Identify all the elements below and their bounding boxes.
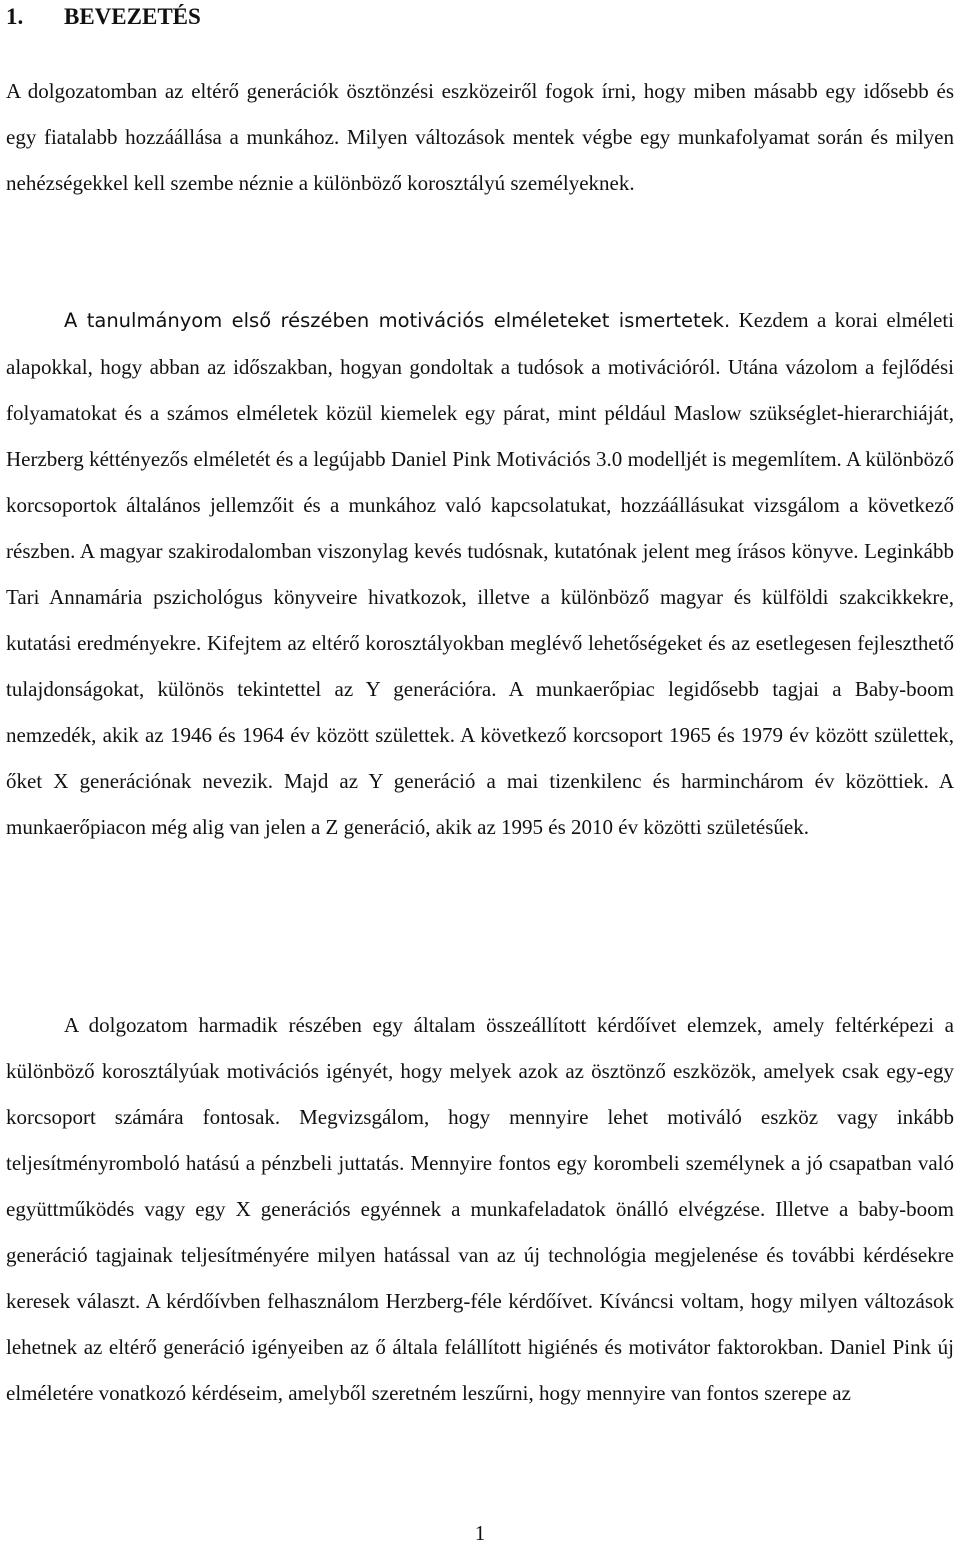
paragraph-questionnaire-text: A dolgozatom harmadik részében egy általam összeállított kérdőívet elemzek, amely feltérképezi a különböző korosztályúak motivációs igényét, hogy melyek azok az ösztönző eszközök, amelyek csak egy-egy korcsoport számára fontosak. Megvizsgálom, hogy mennyire lehet motiváló eszköz vagy inkább teljesítményromboló hatású a pénzbeli juttatás. Mennyire fontos egy korombeli személynek a jó csapatban való együttműködés vagy egy X generációs egyénnek a munkafeladatok önálló elvégzése. Illetve a baby-boom generáció tagjainak teljesítményére milyen hatással van az új technológia megjelenése és további kérdésekre keresek választ. A kérdőívben felhasználom Herzberg-féle kérdőívet. Kíváncsi voltam, hogy milyen változások lehetnek az eltérő generáció igényeiben az ő általa felállított higiénés és motivátor faktorokban. Daniel Pink új elméletére vonatkozó kérdéseim, amelyből szeretném leszűrni, hogy mennyire van fontos szerepe az [6, 1013, 954, 1405]
paragraph-intro-text: A dolgozatomban az eltérő generációk ösztönzési eszközeiről fogok írni, hogy miben másabb egy idősebb és egy fiatalabb hozzáállása a munkához. Milyen változások mentek végbe egy munkafolyamat során és milyen nehézségekkel kell szembe néznie a különböző korosztályú személyeknek. [6, 79, 954, 195]
section-number: 1. [6, 4, 24, 29]
paragraph-structure-text: Kezdem a korai elméleti alapokkal, hogy abban az időszakban, hogyan gondoltak a tudósok a motivációról. Utána vázolom a fejlődési folyamatokat és a számos elméletek közül kiemelek egy párat, mint például Maslow szükséglet-hierarchiáját, Herzberg kéttényezős elméletét és a legújabb Daniel Pink Motivációs 3.0 modelljét is megemlítem. A különböző korcsoportok általános jellemzőit és a munkához való kapcsolatukat, hozzáállásukat vizsgálom a következő részben. A magyar szakirodalomban viszonylag kevés tudósnak, kutatónak jelent meg írásos könyve. Leginkább Tari Annamária pszichológus könyveire hivatkozok, illetve a különböző magyar és külföldi szakcikkekre, kutatási eredményekre. Kifejtem az eltérő korosztályokban meglévő lehetőségeket és az esetlegesen fejleszthető tulajdonságokat, különös tekintettel az Y generációra. A munkaerőpiac legidősebb tagjai a Baby-boom nemzedék, akik az 1946 és 1964 év között születtek. A következő korcsoport 1965 és 1979 év között születtek, őket X generációnak nevezik. Majd az Y generáció a mai tizenkilenc és harminchárom év közöttiek. A munkaerőpiacon még alig van jelen a Z generáció, akik az 1995 és 2010 év közötti születésűek. [6, 308, 954, 839]
section-heading [6, 2, 201, 32]
paragraph-questionnaire [6, 1002, 954, 1416]
paragraph-structure-lead: A tanulmányom első részében motivációs elméleteket ismertetek. [64, 309, 731, 332]
paragraph-intro [6, 68, 954, 206]
section-title: BEVEZETÉS [64, 4, 201, 29]
page-number: 1 [474, 1521, 486, 1545]
paragraph-structure [6, 297, 954, 850]
